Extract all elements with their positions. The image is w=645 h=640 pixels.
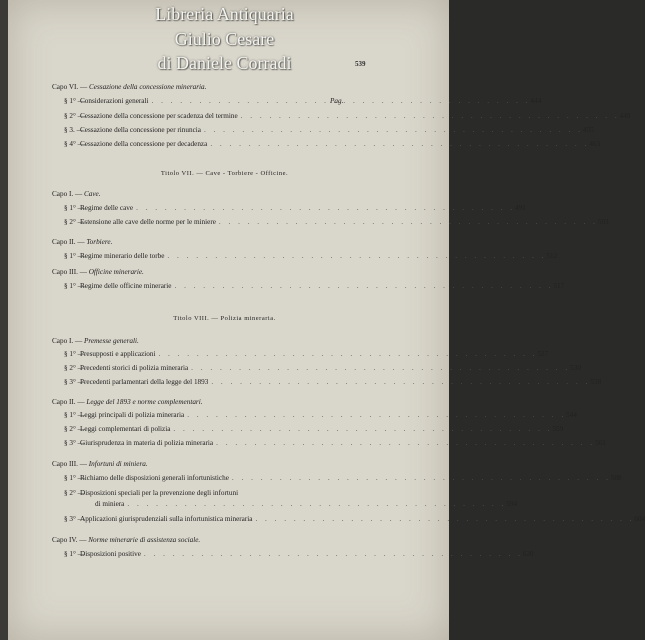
entry-section: § 3° — [64, 515, 85, 523]
toc-entry [64, 112, 631, 121]
entry-section: § 1° — [64, 411, 85, 419]
entry-section: § 1° — [64, 350, 85, 358]
leader-dots [164, 252, 546, 261]
entry-page: 538 [590, 378, 602, 386]
toc-entry [64, 489, 370, 498]
entry-section: § 1° — [64, 282, 85, 290]
leader-dots [155, 350, 537, 359]
entry-text: Cessazione della concessione per scadenza del termine [80, 112, 238, 120]
entry-text: Disposizioni speciali per la prevenzione degli infortuni [80, 489, 239, 497]
toc-entry [64, 439, 606, 448]
entry-page: 512 [546, 252, 558, 260]
entry-section: § 2° — [64, 364, 85, 372]
entry-page: 463 [589, 140, 601, 148]
chapter-heading [52, 83, 206, 92]
entry-text: Regime minerario delle torbe [80, 252, 165, 260]
entry-page: 544 [566, 411, 577, 419]
toc-entry [64, 350, 549, 359]
entry-page: 444 [530, 97, 542, 105]
leader-dots [208, 378, 590, 387]
watermark-line-3: di Daniele Corradi [157, 53, 292, 73]
section-title: Titolo VII. — Cave - Torbiere - Officine. [160, 170, 289, 177]
entry-section: § 1° — [64, 474, 85, 482]
entry-page: 588 [610, 474, 622, 482]
chapter-label: Capo VI. — [52, 83, 88, 91]
chapter-heading [52, 190, 101, 199]
leader-dots [188, 364, 570, 373]
chapter-label: Capo I. — [52, 337, 83, 345]
entry-page: 455 [582, 126, 594, 134]
entry-text: di miniera [95, 500, 125, 508]
entry-text: Disposizioni positive [80, 550, 141, 558]
entry-text: Regime delle cave [80, 204, 134, 212]
toc-entry [64, 378, 602, 387]
chapter-label: Capo III. — [52, 268, 87, 276]
entry-page: 530 [570, 364, 581, 372]
entry-text: Estensione alle cave delle norme per le miniere [80, 218, 216, 226]
entry-text: Leggi complementari di polizia [80, 425, 171, 433]
chapter-heading [52, 536, 200, 545]
entry-text: Regime delle officine minerarie [80, 282, 172, 290]
chapter-title: Norme minerarie di assistenza sociale. [88, 536, 201, 544]
entry-section: § 3. — [64, 126, 84, 134]
toc-entry [64, 515, 645, 524]
chapter-label: Capo I. — [52, 190, 83, 198]
leader-dots [184, 411, 566, 420]
entry-text: Precedenti storici di polizia mineraria [80, 364, 189, 372]
entry-section: § 3° — [64, 378, 85, 386]
chapter-label: Capo IV. — [52, 536, 87, 544]
leader-dots [229, 474, 611, 483]
chapter-title: Legge del 1893 e norme complementari. [86, 398, 203, 406]
entry-page: 561 [595, 439, 606, 447]
entry-page: 491 [515, 204, 526, 212]
toc-entry [64, 218, 609, 227]
pag-label: Pag. [330, 97, 344, 105]
leader-dots [213, 439, 595, 448]
chapter-title: Torbiere. [86, 238, 113, 246]
entry-section: § 2° — [64, 218, 85, 226]
leader-dots [252, 515, 634, 524]
entry-text: Giurisprudenza in materia di polizia mineraria [80, 439, 214, 447]
entry-text: Precedenti parlamentari della legge del 1893 [80, 378, 209, 386]
toc-entry [64, 282, 565, 291]
entry-section: § 1° — [64, 550, 85, 558]
page-number: 539 [355, 60, 366, 68]
entry-page: 559 [552, 425, 564, 433]
entry-section: § 1° — [64, 252, 85, 260]
spacer [238, 489, 350, 498]
entry-section: § 1° — [64, 97, 85, 105]
entry-page: 620 [522, 550, 534, 558]
chapter-title: Infortuni di miniera. [88, 460, 148, 468]
chapter-label: Capo II. — [52, 238, 85, 246]
entry-text: Presupposti e applicazioni [80, 350, 156, 358]
leader-dots [124, 500, 506, 509]
entry-section: § 4° — [64, 140, 85, 148]
leader-dots [141, 550, 523, 559]
chapter-heading [52, 238, 112, 247]
leader-dots [171, 282, 553, 291]
entry-text: Richiamo delle disposizioni generali infortunistiche [80, 474, 229, 482]
entry-text: Cessazione della concessione per decadenza [80, 140, 208, 148]
chapter-title: Premesse generali. [83, 337, 139, 345]
entry-section: § 1° — [64, 204, 85, 212]
entry-page: 594 [506, 500, 518, 508]
toc-entry [64, 97, 542, 106]
toc-entry [64, 474, 622, 483]
entry-section: § 2° — [64, 489, 85, 497]
toc-entry [64, 252, 558, 261]
leader-dots [238, 112, 620, 121]
chapter-heading [52, 398, 203, 407]
leader-dots [201, 126, 583, 135]
chapter-heading [52, 337, 139, 346]
entry-text: Considerazioni generali [80, 97, 149, 105]
toc-entry [95, 500, 518, 509]
entry-text: Leggi principali di polizia mineraria [80, 411, 185, 419]
entry-page: 517 [553, 282, 565, 290]
toc-entry [64, 364, 581, 373]
entry-section: § 2° — [64, 425, 85, 433]
entry-section: § 3° — [64, 439, 85, 447]
toc-entry [64, 126, 594, 135]
entry-page: 527 [537, 350, 549, 358]
entry-section: § 2° — [64, 112, 85, 120]
toc-entry [64, 425, 564, 434]
chapter-title: Cave. [83, 190, 101, 198]
chapter-heading [52, 268, 144, 277]
chapter-title: Officine minerarie. [88, 268, 144, 276]
section-title: Titolo VIII. — Polizia mineraria. [173, 315, 276, 322]
chapter-title: Cessazione della concessione mineraria. [89, 83, 207, 91]
entry-text: Applicazioni giurisprudenziali sulla infortunistica mineraria [80, 515, 253, 523]
entry-page: 503 [597, 218, 609, 226]
entry-page: 449 [619, 112, 631, 120]
chapter-heading [52, 460, 148, 469]
entry-page [350, 489, 370, 498]
leader-dots [207, 140, 589, 149]
leader-dots [216, 218, 598, 227]
chapter-label: Capo II. — [52, 398, 85, 406]
leader-dots [170, 425, 552, 434]
chapter-label: Capo III. — [52, 460, 87, 468]
watermark-line-2: Giulio Cesare [174, 29, 275, 49]
watermark-line-1: Libreria Antiquaria [155, 4, 294, 24]
toc-entry [64, 204, 526, 213]
leader-dots [133, 204, 515, 213]
toc-entry [64, 140, 601, 149]
toc-entry [64, 411, 577, 420]
entry-page: 604 [634, 515, 645, 523]
entry-text: Cessazione della concessione per rinuncia [80, 126, 201, 134]
toc-entry [64, 550, 534, 559]
